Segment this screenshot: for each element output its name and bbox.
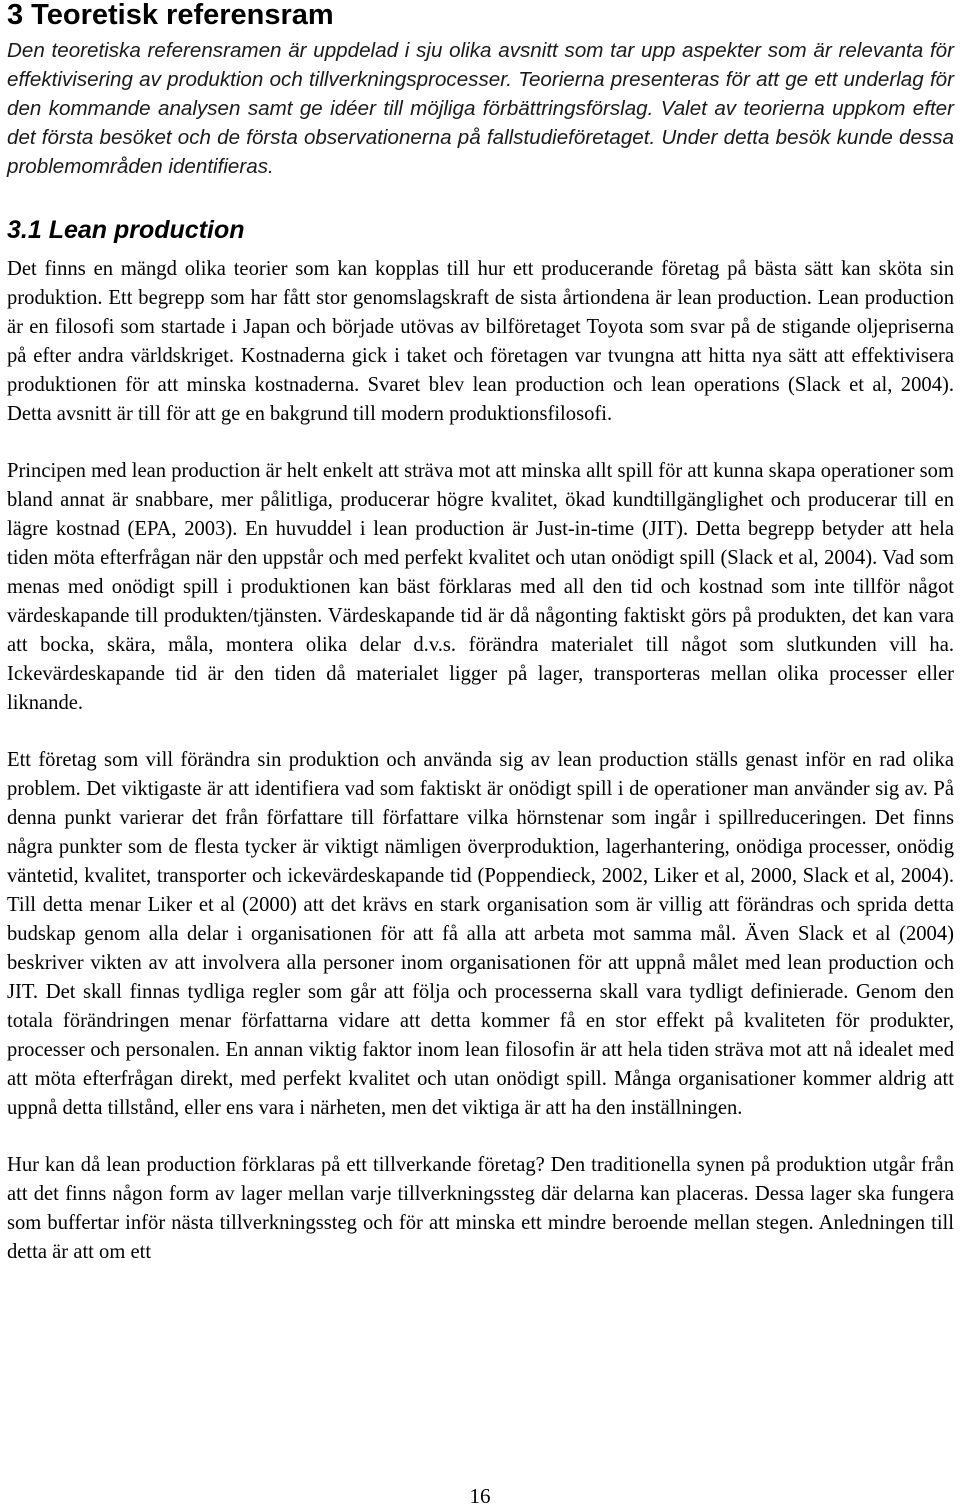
section-intro: Den teoretiska referensramen är uppdelad i sju olika avsnitt som tar upp aspekter som är relevanta för effektivisering av produktion och tillverkningsprocesser. Teorierna presenteras för att ge ett underlag för den kommande analysen samt ge idéer till möjliga förbättringsförslag. Valet av teorierna uppkom efter det första besöket och de första observationerna på fallstudieföretaget. Under detta besök kunde dessa problemområden identifieras. [7,39,954,178]
page-number: 16 [469,1484,491,1508]
subsection-heading: 3.1 Lean production [7,216,245,244]
body-paragraph: Hur kan då lean production förklaras på ett tillverkande företag? Den traditionella synen på produktion utgår från att det finns någon form av lager mellan varje tillverkningssteg där delarna kan placeras. Dessa lager ska fungera som buffertar inför nästa tillverkningssteg och för att minska ett mindre beroende mellan stegen. Anledningen till detta är att om ett [7,1154,954,1263]
body-paragraph: Det finns en mängd olika teorier som kan kopplas till hur ett producerande företag på bästa sätt kan sköta sin produktion. Ett begrepp som har fått stor genomslagskraft de sista årtiondena är lean production. Lean production är en filosofi som startade i Japan och började utövas av bilföretaget Toyota som svar på de stigande oljepriserna på efter andra världskriget. Kostnaderna gick i taket och företagen var tvungna att hitta nya sätt att effektivisera produktionen för att minska kostnaderna. Svaret blev lean production och lean operations (Slack et al, 2004). Detta avsnitt är till för att ge en bakgrund till modern produktionsfilosofi. [7,258,954,425]
section-heading: 3 Teoretisk referensram [7,0,334,31]
body-paragraph: Principen med lean production är helt enkelt att sträva mot att minska allt spill för att kunna skapa operationer som bland annat är snabbare, mer pålitliga, producerar högre kvalitet, ökad kundtillgänglighet och producerar till en lägre kostnad (EPA, 2003). En huvuddel i lean production är Just-in-time (JIT). Detta begrepp betyder att hela tiden möta efterfrågan när den uppstår och med perfekt kvalitet och utan onödigt spill (Slack et al, 2004). Vad som menas med onödigt spill i produktionen kan bäst förklaras med all den tid och kostnad som inte tillför något värdeskapande till produkten/tjänsten. Värdeskapande tid är då någonting faktiskt görs på produkten, det kan vara att bocka, skära, måla, montera olika delar d.v.s. förändra materialet till något som slutkunden vill ha. Ickevärdeskapande tid är den tiden då materialet ligger på lager, transporteras mellan olika processer eller liknande. [7,460,954,714]
body-paragraph: Ett företag som vill förändra sin produktion och använda sig av lean production ställs genast inför en rad olika problem. Det viktigaste är att identifiera vad som faktiskt är onödigt spill i de operationer man använder sig av. På denna punkt varierar det från författare till författare vilka hörnstenar som ingår i spillreduceringen. Det finns några punkter som de flesta tycker är viktigt nämligen överproduktion, lagerhantering, onödiga processer, onödig väntetid, kvalitet, transporter och ickevärdeskapande tid (Poppendieck, 2002, Liker et al, 2000, Slack et al, 2004). Till detta menar Liker et al (2000) att det krävs en stark organisation som är villig att förändras och sprida detta budskap genom alla delar i organisationen för att få alla att arbeta mot samma mål. Även Slack et al (2004) beskriver vikten av att involvera alla personer inom organisationen för att uppnå målet med lean production och JIT. Det skall finnas tydliga regler som går att följa och processerna skall vara tydligt definierade. Genom den totala förändringen menar författarna vidare att detta kommer få en stor effekt på kvaliteten för produkter, processer och personalen. En annan viktig faktor inom lean filosofin är att hela tiden sträva mot att nå idealet med att möta efterfrågan direkt, med perfekt kvalitet och utan onödigt spill. Många organisationer kommer aldrig att uppnå detta tillstånd, eller ens vara i närheten, men det viktiga är att ha den inställningen. [7,749,954,1119]
